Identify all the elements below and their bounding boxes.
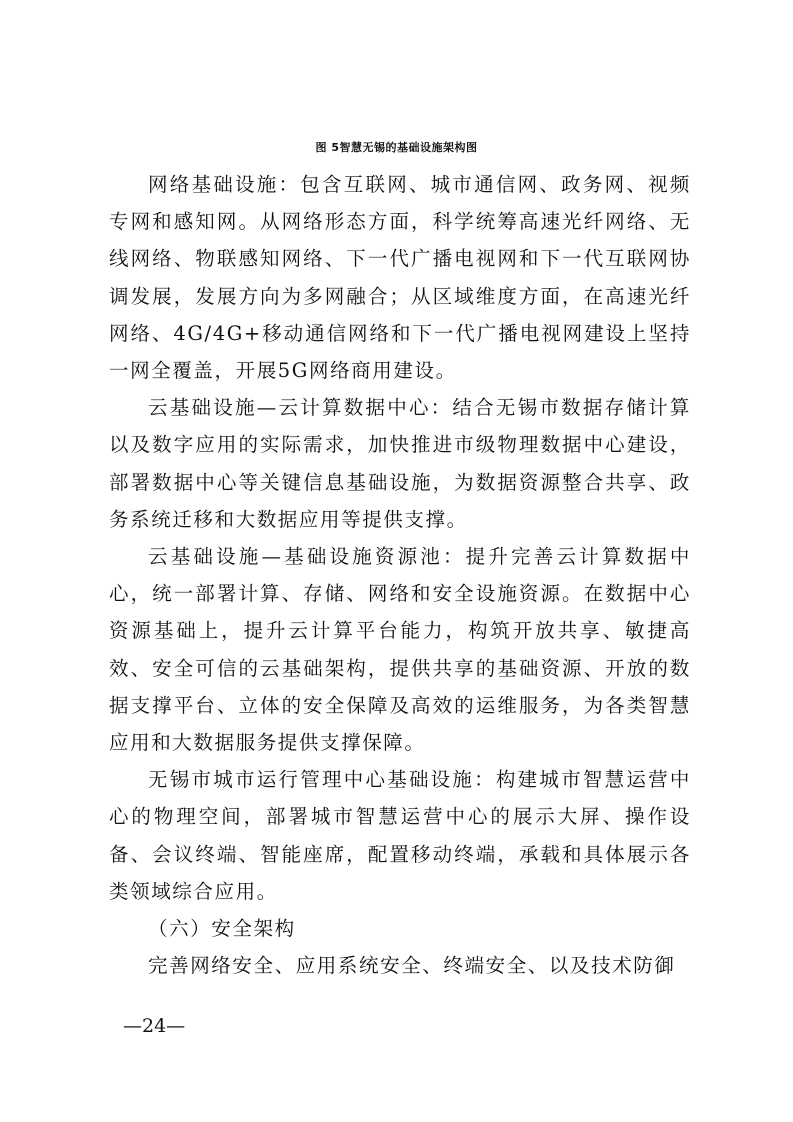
paragraph-cloud-data-center: 云基础设施—云计算数据中心：结合无锡市数据存储计算以及数字应用的实际需求，加快推进市级物理数据中心建设，部署数据中心等关键信息基础设施，为数据资源整合共享、政务系统迁移和大数据应用等提供支撑。 (109, 396, 691, 531)
paragraph-operation-center: 无锡市城市运行管理中心基础设施：构建城市智慧运营中心的物理空间，部署城市智慧运营中心的展示大屏、操作设备、会议终端、智能座席，配置移动终端，承载和具体展示各类领域综合应用。 (109, 768, 691, 903)
body-text (109, 166, 691, 984)
section-heading: （六）安全架构 (148, 917, 296, 941)
page-number: —24— (123, 1015, 186, 1037)
paragraph-cloud-resource-pool: 云基础设施—基础设施资源池：提升完善云计算数据中心，统一部署计算、存储、网络和安全设施资源。在数据中心资源基础上，提升云计算平台能力，构筑开放共享、敏捷高效、安全可信的云基础架构，提供共享的基础资源、开放的数据支撑平台、立体的安全保障及高效的运维服务，为各类智慧应用和大数据服务提供支撑保障。 (109, 545, 691, 755)
paragraph-network-infrastructure: 网络基础设施：包含互联网、城市通信网、政务网、视频专网和感知网。从网络形态方面，科学统筹高速光纤网络、无线网络、物联感知网络、下一代广播电视网和下一代互联网协调发展，发展方向为多网融合；从区域维度方面，在高速光纤网络、4G/4G+移动通信网络和下一代广播电视网建设上坚持一网全覆盖，开展5G网络商用建设。 (109, 173, 691, 383)
figure-caption: 图 5智慧无锡的基础设施架构图 (315, 141, 478, 154)
paragraph-security: 完善网络安全、应用系统安全、终端安全、以及技术防御 (148, 954, 676, 978)
